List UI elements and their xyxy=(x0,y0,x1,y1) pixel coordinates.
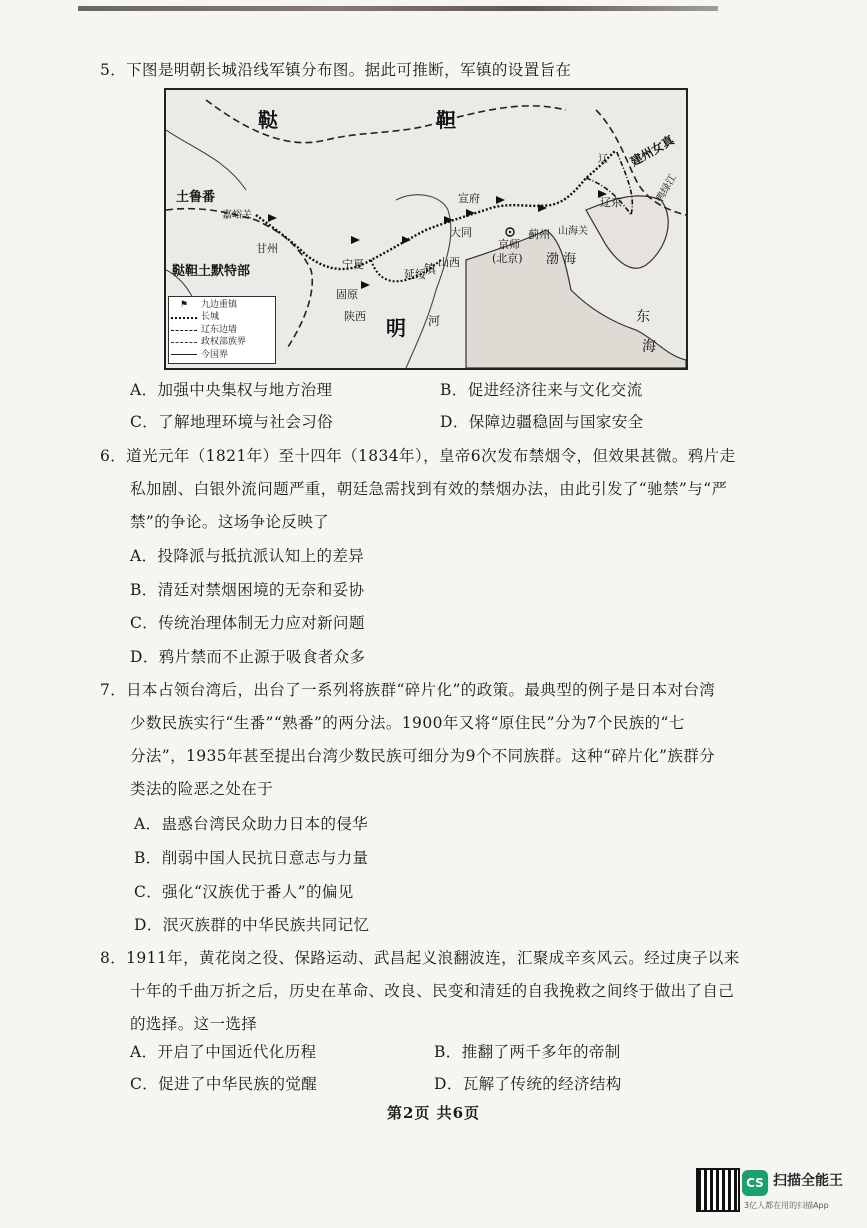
label-zhen: 镇 xyxy=(424,262,437,276)
legend-wall: 长城 xyxy=(171,311,275,323)
q8-line-3: 的选择。这一选择 xyxy=(130,1015,258,1033)
q6-option-d[interactable]: D．鸦片禁而不止源于吸食者众多 xyxy=(130,648,366,666)
label-shaanxi: 陕西 xyxy=(344,310,366,323)
label-shanhaiguan: 山海关 xyxy=(558,226,588,237)
legend-modern-border: 今国界 xyxy=(171,349,275,361)
label-ningxia: 宁夏 xyxy=(342,258,364,271)
question-5 xyxy=(100,54,780,87)
legend-boundary: 政权部族界 xyxy=(171,336,275,348)
flag-icon: ⚑ xyxy=(179,300,189,310)
q7-option-a[interactable]: A．蛊惑台湾民众助力日本的侵华 xyxy=(134,815,369,833)
question-7 xyxy=(100,674,780,806)
label-tulufan: 土鲁番 xyxy=(176,190,216,205)
ming-great-wall-map xyxy=(164,88,688,370)
q7-option-d[interactable]: D．泯灭族群的中华民族共同记忆 xyxy=(134,916,370,934)
q6-option-b[interactable]: B．清廷对禁烟困境的无奈和妥协 xyxy=(130,581,365,599)
q7-option-c[interactable]: C．强化“汉族优于番人”的偏见 xyxy=(134,883,354,901)
legend-liaodong-wall: 辽东边墙 xyxy=(171,324,275,336)
map-legend xyxy=(168,296,276,364)
camscanner-name: 扫描全能王 xyxy=(773,1173,843,1189)
label-jizhou: 蓟州 xyxy=(528,228,550,241)
q7-line-3: 分法”，1935年甚至提出台湾少数民族可细分为9个不同族群。这种“碎片化”族群分 xyxy=(130,747,716,765)
label-shanxi: 山西 xyxy=(438,256,460,269)
qr-code-icon[interactable] xyxy=(696,1168,740,1212)
question-8 xyxy=(100,942,780,1041)
q8-option-d[interactable]: D．瓦解了传统的经济结构 xyxy=(434,1075,622,1093)
q5-option-b[interactable]: B．促进经济往来与文化交流 xyxy=(440,381,643,399)
label-ganzhou: 甘州 xyxy=(256,242,278,255)
q5-option-c[interactable]: C．了解地理环境与社会习俗 xyxy=(130,413,334,431)
q8-option-a[interactable]: A．开启了中国近代化历程 xyxy=(130,1043,317,1061)
label-yansui: 延绥 xyxy=(404,268,426,281)
q7-option-b[interactable]: B．削弱中国人民抗日意志与力量 xyxy=(134,849,369,867)
label-jiayuguan: 嘉峪关 xyxy=(222,210,252,221)
q7-line-1: 7．日本占领台湾后，出台了一系列将族群“碎片化”的政策。最典型的例子是日本对台湾 xyxy=(100,681,716,699)
label-bohai: 渤 海 xyxy=(546,252,577,267)
q6-option-c[interactable]: C．传统治理体制无力应对新问题 xyxy=(130,614,365,632)
q7-line-4: 类法的险恶之处在于 xyxy=(130,780,274,798)
label-liaodong: 辽东 xyxy=(600,196,622,209)
q5-stem: 5．下图是明朝长城沿线军镇分布图。据此可推断，军镇的设置旨在 xyxy=(100,61,572,79)
q8-line-1: 8．1911年，黄花岗之役、保路运动、武昌起义浪翻波连，汇聚成辛亥风云。经过庚子以来 xyxy=(100,949,740,967)
q6-line-1: 6．道光元年（1821年）至十四年（1834年），皇帝6次发布禁烟令，但效果甚微。鸦片走 xyxy=(100,447,736,465)
legend-garrison: ⚑ 九边重镇 xyxy=(171,299,275,311)
label-dan: 靼 xyxy=(436,108,456,132)
label-yalu: 鸭绿江 xyxy=(654,172,679,205)
camscanner-logo: CS xyxy=(742,1170,768,1196)
label-dong: 东 xyxy=(636,309,650,325)
camscanner-tagline: 3亿人都在用的扫描App xyxy=(744,1201,829,1210)
q5-option-a[interactable]: A．加强中央集权与地方治理 xyxy=(130,381,333,399)
label-he: 河 xyxy=(428,314,441,328)
label-datong: 大同 xyxy=(450,226,472,239)
q5-option-d[interactable]: D．保障边疆稳固与国家安全 xyxy=(440,413,644,431)
label-liao: 辽 xyxy=(598,154,608,165)
label-dada: 鞑 xyxy=(258,108,278,132)
q7-line-2: 少数民族实行“生番”“熟番”的两分法。1900年又将“原住民”分为7个民族的“七 xyxy=(130,714,685,732)
q8-option-b[interactable]: B．推翻了两千多年的帝制 xyxy=(434,1043,621,1061)
q6-line-2: 私加剧、白银外流问题严重，朝廷急需找到有效的禁烟办法，由此引发了“驰禁”与“严 xyxy=(130,480,728,498)
label-jingshi: 京师 xyxy=(498,238,520,251)
q8-option-c[interactable]: C．促进了中华民族的觉醒 xyxy=(130,1075,318,1093)
label-xuanfu: 宣府 xyxy=(458,192,480,205)
label-tumote: 鞑靼土默特部 xyxy=(172,264,251,279)
label-ming: 明 xyxy=(386,316,406,340)
question-6 xyxy=(100,440,780,539)
label-beijing: (北京) xyxy=(492,252,523,265)
q6-line-3: 禁”的争论。这场争论反映了 xyxy=(130,513,330,531)
q8-line-2: 十年的千曲万折之后，历史在革命、改良、民变和清廷的自我挽救之间终于做出了自己 xyxy=(130,982,735,1000)
q6-option-a[interactable]: A．投降派与抵抗派认知上的差异 xyxy=(130,547,365,565)
label-guyuan: 固原 xyxy=(336,288,358,301)
label-hai: 海 xyxy=(642,339,656,355)
page-number: 第2页 共6页 xyxy=(386,1104,481,1122)
label-jianzhou: 建州女真 xyxy=(627,132,677,169)
scan-edge xyxy=(78,6,718,11)
